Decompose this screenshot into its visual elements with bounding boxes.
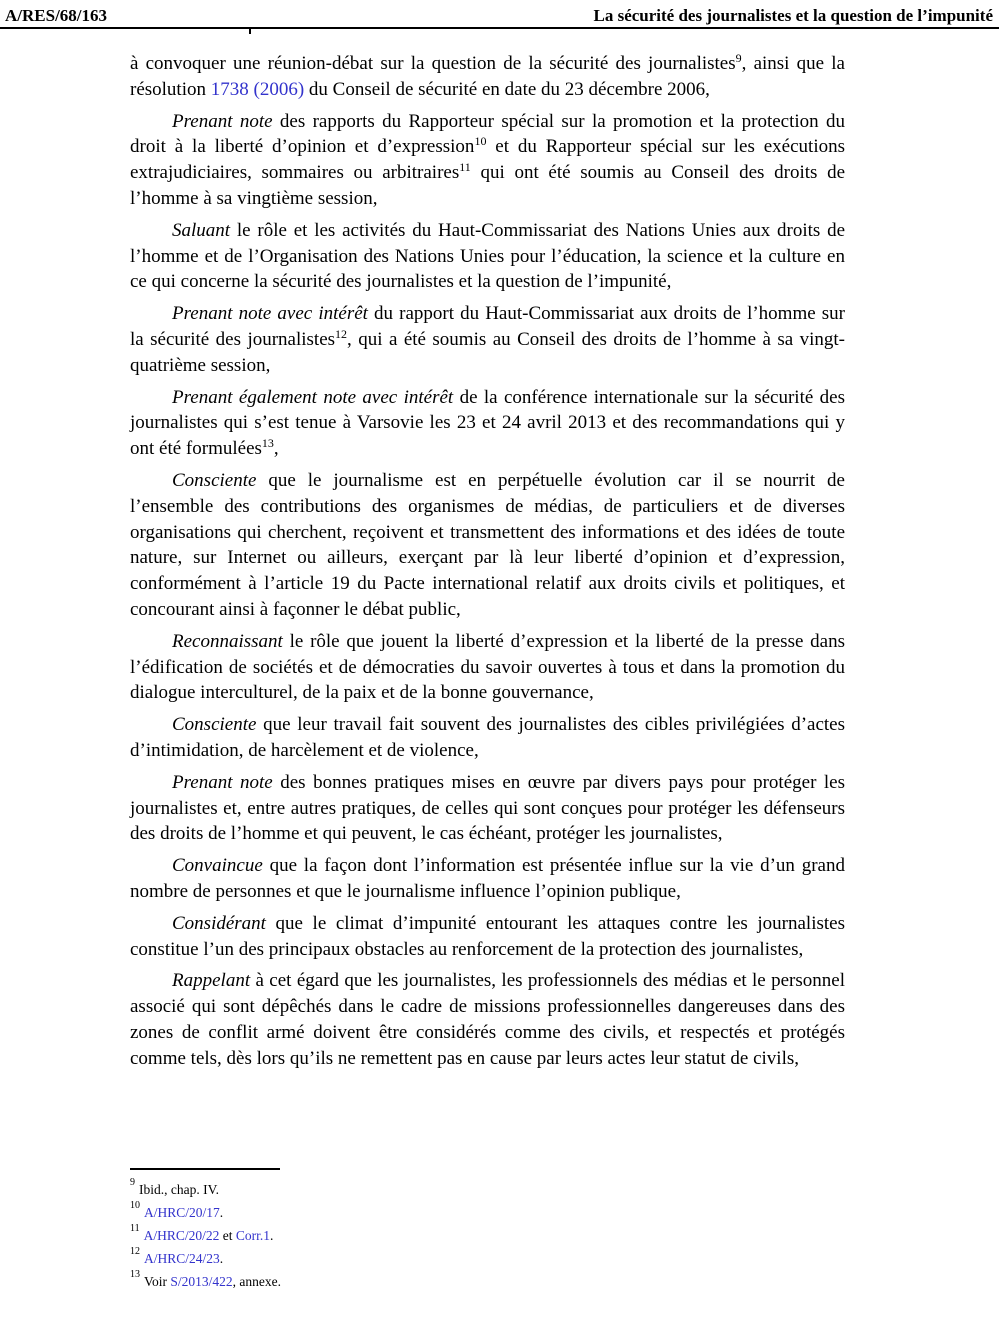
document-link[interactable]: A/HRC/20/22 [143, 1228, 220, 1243]
footnote-ref[interactable]: 11 [459, 160, 471, 175]
footnote-marker: 13 [130, 1268, 140, 1280]
paragraph [130, 301, 845, 378]
paragraph [130, 911, 845, 963]
footnote-ref[interactable]: 13 [261, 436, 274, 451]
text-run: du rapport du Haut-Commissariat aux droits de l’homme sur la sécurité des journalistes [130, 303, 846, 350]
text-run: et du Rapporteur spécial sur les exécutions extrajudiciaires, sommaires ou arbitraires [130, 136, 845, 184]
italic-lead: Rappelant [172, 970, 251, 992]
text-run: et [219, 1228, 236, 1243]
italic-lead: Consciente [172, 714, 257, 736]
text-run: , ainsi que la résolution [130, 53, 845, 100]
resolution-body [130, 51, 845, 1077]
italic-lead: Prenant note [172, 110, 273, 132]
italic-lead: Saluant [172, 219, 231, 241]
text-run: le rôle que jouent la liberté d’expression et la liberté de la presse dans l’édification de sociétés et de démocraties du savoir ouvertes à tous et dans la promotion du dialogue interculturel, de la paix et de la bonne gouvernance, [130, 630, 845, 704]
document-link[interactable]: A/HRC/24/23 [144, 1251, 220, 1266]
paragraph [130, 968, 845, 1071]
footnote-ref[interactable]: 12 [335, 326, 348, 341]
footnote-ref[interactable]: 9 [735, 51, 742, 65]
text-run: des bonnes pratiques mises en œuvre par divers pays pour protéger les journalistes et, entre autres pratiques, de celles qui sont conçues pour protéger les défenseurs des droits de l’homme et qui peuvent, le cas échéant, protéger les journalistes, [130, 771, 846, 845]
footnote-marker: 10 [130, 1199, 140, 1211]
document-link[interactable]: S/2013/422 [170, 1274, 233, 1289]
footnote-item [130, 1268, 845, 1293]
page-header [5, 6, 993, 26]
footnote-marker: 11 [130, 1222, 140, 1234]
document-link[interactable]: Corr.1 [235, 1228, 271, 1243]
footnote-separator [130, 1168, 280, 1170]
document-title: La sécurité des journalistes et la question de l’impunité [593, 6, 993, 25]
footnote-list [130, 1176, 845, 1293]
footnotes-section [130, 1168, 845, 1294]
footnote-item [130, 1245, 845, 1270]
text-run: que leur travail fait souvent des journalistes des cibles privilégiées d’actes d’intimidation, de harcèlement et de violence, [130, 714, 845, 761]
footnote-ref[interactable]: 10 [474, 134, 487, 149]
document-link[interactable]: A/HRC/20/17 [144, 1205, 220, 1220]
text-run: que le climat d’impunité entourant les attaques contre les journalistes constitue l’un des principaux obstacles au renforcement de la protection des journalistes, [130, 912, 845, 960]
text-run: , annexe. [232, 1274, 282, 1289]
text-run: Ibid., chap. IV. [139, 1182, 219, 1197]
header-tick-mark [249, 28, 251, 34]
paragraph [130, 629, 845, 706]
footnote-item [130, 1176, 845, 1201]
italic-lead: Prenant note avec intérêt [172, 303, 368, 325]
footnote-marker: 12 [130, 1245, 140, 1257]
text-run: qui ont été soumis au Conseil des droits de l’homme à sa vingtième session, [130, 162, 846, 209]
paragraph [130, 770, 845, 847]
footnote-item [130, 1199, 845, 1224]
italic-lead: Consciente [172, 469, 257, 491]
italic-lead: Considérant [172, 912, 266, 934]
text-run: le rôle et les activités du Haut-Commissariat des Nations Unies aux droits de l’homme et de l’Organisation des Nations Unies pour l’éducation, la science et la culture en ce qui concerne la sécurité des journalistes et la question de l’impunité, [130, 219, 845, 293]
text-run: Voir [144, 1274, 171, 1289]
text-run: à convoquer une réunion-débat sur la question de la sécurité des journalistes [130, 53, 736, 74]
document-symbol: A/RES/68/163 [5, 6, 108, 25]
paragraph [130, 712, 845, 764]
italic-lead: Prenant note [172, 771, 273, 793]
paragraph [130, 51, 845, 103]
document-link[interactable]: 1738 (2006) [210, 78, 305, 100]
header-rule [0, 27, 999, 29]
text-run: . [270, 1228, 274, 1243]
text-run: du Conseil de sécurité en date du 23 décembre 2006, [304, 78, 710, 100]
text-run: de la conférence internationale sur la sécurité des journalistes qui s’est tenue à Varsovie les 23 et 24 avril 2013 et des recommandations qui y ont été formulées [130, 386, 845, 460]
text-run: que le journalisme est en perpétuelle évolution car il se nourrit de l’ensemble des contributions des organismes de médias, de particuliers et de diverses organisations qui cherchent, reçoivent et transmettent des informations et des idées de toute nature, sur Internet ou ailleurs, exerçant par là leur liberté d’opinion et d’expression, conformément à l’article 19 du Pacte international relatif aux droits civils et politiques, et concourant ainsi à façonner le débat public, [130, 469, 845, 620]
footnote-item [130, 1222, 845, 1247]
text-run: des rapports du Rapporteur spécial sur la promotion et la protection du droit à la liberté d’opinion et d’expression [130, 110, 845, 158]
text-run: , [273, 438, 279, 460]
text-run: que la façon dont l’information est présentée influe sur la vie d’un grand nombre de personnes et que le journalisme influence l’opinion publique, [130, 855, 845, 902]
paragraph [130, 853, 845, 905]
footnote-marker: 9 [130, 1176, 135, 1188]
italic-lead: Convaincue [172, 855, 263, 877]
paragraph [130, 109, 845, 212]
paragraph [130, 385, 845, 462]
paragraph [130, 468, 845, 623]
paragraph [130, 218, 845, 295]
text-run: . [219, 1251, 224, 1266]
text-run: . [219, 1205, 224, 1220]
italic-lead: Reconnaissant [172, 630, 283, 652]
italic-lead: Prenant également note avec intérêt [172, 386, 454, 408]
text-run: à cet égard que les journalistes, les professionnels des médias et le personnel associé qui sont dépêchés dans le cadre de missions professionnelles dangereuses dans des zones de conflit armé doivent être considérés comme des civils, et respectés et protégés comme tels, dès lors qu’ils ne remettent pas en cause par leurs actes leur statut de civils, [130, 970, 845, 1069]
text-run: , qui a été soumis au Conseil des droits de l’homme à sa vingt-quatrième session, [130, 328, 845, 376]
